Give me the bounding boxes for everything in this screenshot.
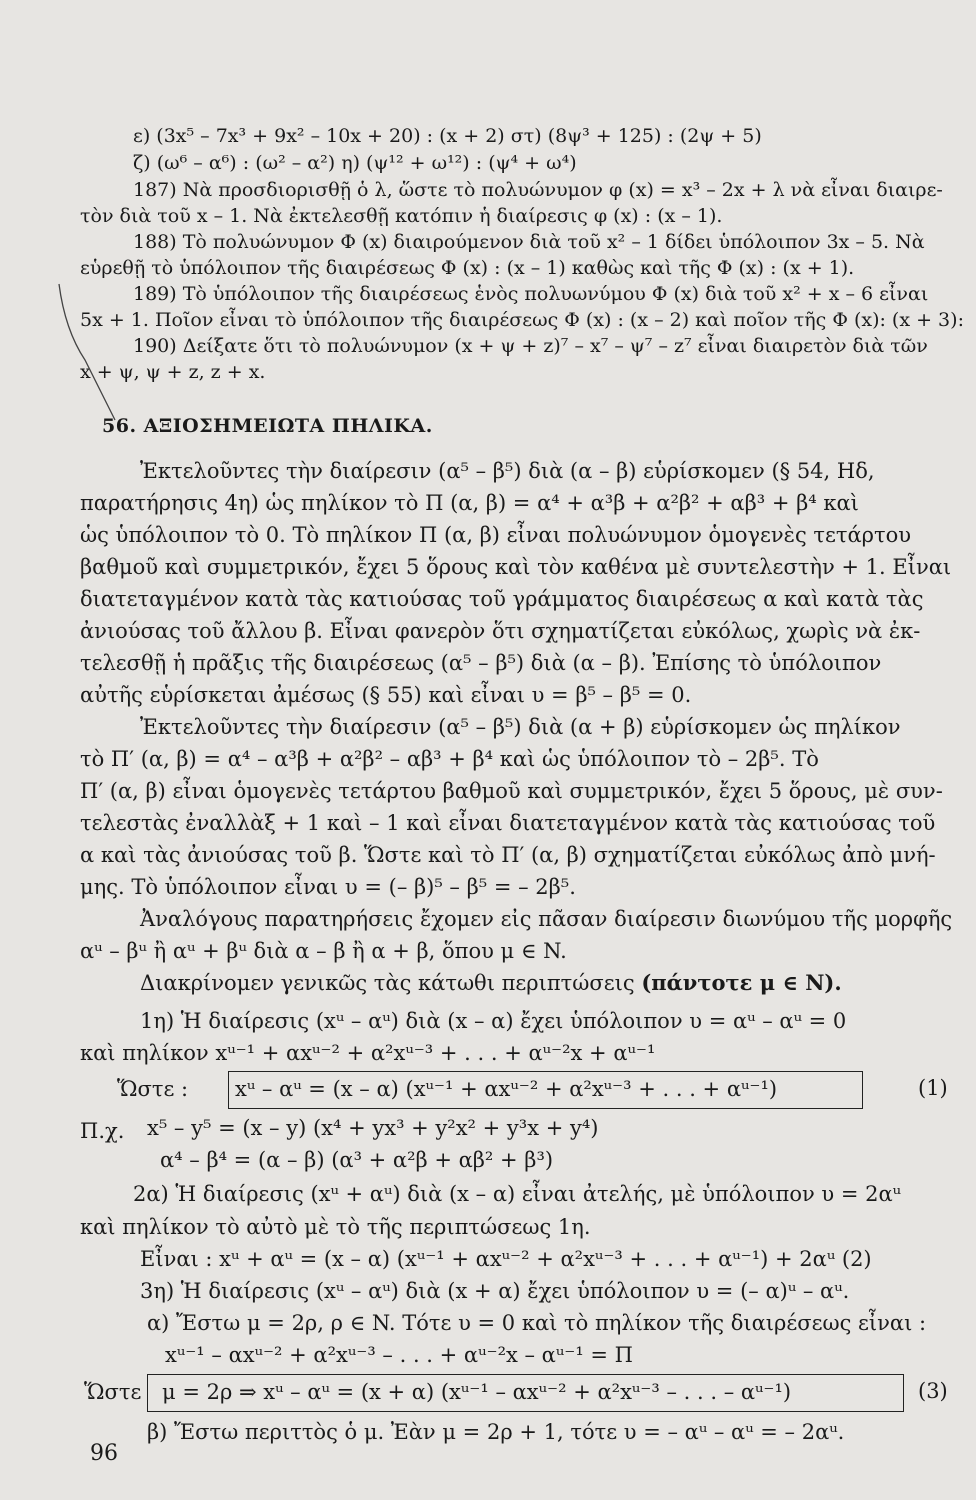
exercise-189-line1: 189) Τὸ ὑπόλοιπον τῆς διαιρέσεως ἑνὸς πολυωνύμου Φ (x) διὰ τοῦ x² + x – 6 εἶναι (133, 283, 929, 305)
exercise-190-line1: 190) Δείξατε ὅτι τὸ πολυώνυμον (x + ψ + z)⁷ – x⁷ – ψ⁷ – z⁷ εἶναι διαιρετὸν διὰ τῶν (133, 335, 928, 357)
case3b-line: β) Ἔστω περιττὸς ὁ μ. Ἐὰν μ = 2ρ + 1, τότε υ = – αᵘ – αᵘ = – 2αᵘ. (147, 1420, 845, 1444)
p2-line1: Ἐκτελοῦντες τὴν διαίρεσιν (α⁵ – β⁵) διὰ (α + β) εὑρίσκομεν ὡς πηλίκον (140, 715, 901, 739)
example-label: Π.χ. (80, 1119, 125, 1143)
p4-line (140, 969, 842, 997)
exercise-190-line2: x + ψ, ψ + z, z + x. (80, 361, 266, 383)
example-2: α⁴ – β⁴ = (α – β) (α³ + α²β + αβ² + β³) (160, 1148, 554, 1172)
equation-number-1: (1) (918, 1076, 948, 1100)
case1-line1: 1η) Ἡ διαίρεσις (xᵘ – αᵘ) διὰ (x – α) ἔχει ὑπόλοιπον υ = αᵘ – αᵘ = 0 (140, 1009, 847, 1033)
p3-line1: Ἀναλόγους παρατηρήσεις ἔχομεν εἰς πᾶσαν διαίρεσιν διωνύμου τῆς μορφῆς (140, 907, 953, 931)
p3-line2: αᵘ – βᵘ ἢ αᵘ + βᵘ διὰ α – β ἢ α + β, ὅπου μ ∈ N. (80, 939, 567, 963)
p1-line2: παρατήρησις 4η) ὡς πηλίκον τὸ Π (α, β) = α⁴ + α³β + α²β² + αβ³ + β⁴ καὶ (80, 491, 859, 515)
example-1: x⁵ – y⁵ = (x – y) (x⁴ + yx³ + y²x² + y³x + y⁴) (147, 1116, 599, 1140)
p2-line2: τὸ Π′ (α, β) = α⁴ – α³β + α²β² – αβ³ + β⁴ καὶ ὡς ὑπόλοιπον τὸ – 2β⁵. Τὸ (80, 747, 819, 771)
hoste-label-1: Ὥστε : (117, 1077, 189, 1101)
p4-text: Διακρίνομεν γενικῶς τὰς κάτωθι περιπτώσεις (140, 971, 642, 995)
case3-line: 3η) Ἡ διαίρεσις (xᵘ – αᵘ) διὰ (x + α) ἔχει ὑπόλοιπον υ = (– α)ᵘ – αᵘ. (140, 1279, 850, 1303)
p1-line6: ἀνιούσας τοῦ ἄλλου β. Εἶναι φανερὸν ὅτι σχηματίζεται εὐκόλως, χωρὶς νὰ ἐκ- (80, 619, 921, 643)
p1-line5: διατεταγμένον κατὰ τὰς κατιούσας τοῦ γράμματος διαιρέσεως α καὶ κατὰ τὰς (80, 587, 924, 611)
exercise-188-line1: 188) Τὸ πολυώνυμον Φ (x) διαιρούμενον διὰ τοῦ x² – 1 δίδει ὑπόλοιπον 3x – 5. Νὰ (133, 231, 925, 253)
p2-line6: μης. Τὸ ὑπόλοιπον εἶναι υ = (– β)⁵ – β⁵ = – 2β⁵. (80, 875, 576, 899)
exercise-e: ε) (3x⁵ – 7x³ + 9x² – 10x + 20) : (x + 2) στ) (8ψ³ + 125) : (2ψ + 5) (133, 125, 762, 147)
case3a-line1: α) Ἔστω μ = 2ρ, ρ ∈ N. Τότε υ = 0 καὶ τὸ πηλίκον τῆς διαιρέσεως εἶναι : (147, 1311, 927, 1335)
case2-line2: καὶ πηλίκον τὸ αὐτὸ μὲ τὸ τῆς περιπτώσεως 1η. (80, 1215, 591, 1239)
formula-box-3 (147, 1374, 904, 1412)
exercise-z: ζ) (ω⁶ – α⁶) : (ω² – α²) η) (ψ¹² + ω¹²) : (ψ⁴ + ω⁴) (133, 152, 577, 174)
formula-box-1-text: xᵘ – αᵘ = (x – α) (xᵘ⁻¹ + αxᵘ⁻² + α²xᵘ⁻³ + . . . + αᵘ⁻¹) (235, 1077, 778, 1101)
p4-bold: (πάντοτε μ ∈ N). (641, 970, 842, 995)
p2-line5: α καὶ τὰς ἀνιούσας τοῦ β. Ὥστε καὶ τὸ Π′ (α, β) σχηματίζεται εὐκόλως ἀπὸ μνή- (80, 843, 936, 867)
p1-line8: αὐτῆς εὑρίσκεται ἀμέσως (§ 55) καὶ εἶναι υ = β⁵ – β⁵ = 0. (80, 683, 692, 707)
hoste-label-3: Ὥστε (84, 1380, 142, 1404)
section-heading: 56. ΑΞΙΟΣΗΜΕΙΩΤΑ ΠΗΛΙΚΑ. (102, 415, 433, 437)
p2-line3: Π′ (α, β) εἶναι ὁμογενὲς τετάρτου βαθμοῦ καὶ συμμετρικόν, ἔχει 5 ὅρους, μὲ συν- (80, 779, 943, 803)
p1-line1: Ἐκτελοῦντες τὴν διαίρεσιν (α⁵ – β⁵) διὰ (α – β) εὑρίσκομεν (§ 54, Ηδ, (140, 459, 875, 483)
formula-box-3-text: μ = 2ρ ⇒ xᵘ – αᵘ = (x + α) (xᵘ⁻¹ – αxᵘ⁻² + α²xᵘ⁻³ – . . . – αᵘ⁻¹) (162, 1380, 792, 1404)
case1-line2: καὶ πηλίκον xᵘ⁻¹ + αxᵘ⁻² + α²xᵘ⁻³ + . . . + αᵘ⁻²x + αᵘ⁻¹ (80, 1041, 656, 1065)
p1-line7: τελεσθῇ ἡ πρᾶξις τῆς διαιρέσεως (α⁵ – β⁵) διὰ (α – β). Ἐπίσης τὸ ὑπόλοιπον (80, 651, 882, 675)
exercise-187-line1: 187) Νὰ προσδιορισθῇ ὁ λ, ὥστε τὸ πολυώνυμον φ (x) = x³ – 2x + λ νὰ εἶναι διαιρε- (133, 179, 943, 201)
p2-line4: τελεστὰς ἐναλλὰξ + 1 καὶ – 1 καὶ εἶναι διατεταγμένον κατὰ τὰς κατιούσας τοῦ (80, 811, 936, 835)
exercise-187-line2: τὸν διὰ τοῦ x – 1. Νὰ ἐκτελεσθῇ κατόπιν ἡ διαίρεσις φ (x) : (x – 1). (80, 205, 723, 227)
p1-line4: βαθμοῦ καὶ συμμετρικόν, ἔχει 5 ὅρους καὶ τὸν καθένα μὲ συντελεστὴν + 1. Εἶναι (80, 555, 952, 579)
case3a-line2: xᵘ⁻¹ – αxᵘ⁻² + α²xᵘ⁻³ – . . . + αᵘ⁻²x – αᵘ⁻¹ = Π (165, 1343, 633, 1367)
exercise-189-line2: 5x + 1. Ποῖον εἶναι τὸ ὑπόλοιπον τῆς διαιρέσεως Φ (x) : (x – 2) καὶ ποῖον τῆς Φ (x): (x + 3): (80, 309, 964, 331)
formula-box-1 (228, 1071, 863, 1109)
page-number: 96 (90, 1441, 118, 1466)
case2-line1: 2α) Ἡ διαίρεσις (xᵘ + αᵘ) διὰ (x – α) εἶναι ἀτελής, μὲ ὑπόλοιπον υ = 2αᵘ (133, 1182, 902, 1206)
margin-bracket-mark (55, 280, 125, 430)
p1-line3: ὡς ὑπόλοιπον τὸ 0. Τὸ πηλίκον Π (α, β) εἶναι πολυώνυμον ὁμογενὲς τετάρτου (80, 523, 912, 547)
case2-equation: Εἶναι : xᵘ + αᵘ = (x – α) (xᵘ⁻¹ + αxᵘ⁻² + α²xᵘ⁻³ + . . . + αᵘ⁻¹) + 2αᵘ (2) (140, 1247, 872, 1271)
equation-number-3: (3) (918, 1379, 948, 1403)
exercise-188-line2: εὑρεθῇ τὸ ὑπόλοιπον τῆς διαιρέσεως Φ (x) : (x – 1) καθὼς καὶ τῆς Φ (x) : (x + 1). (80, 257, 855, 279)
